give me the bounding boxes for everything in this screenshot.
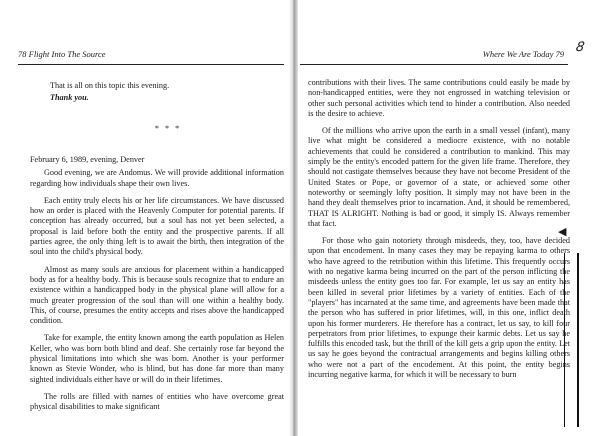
left-header-rule — [18, 64, 284, 65]
paragraph-4: Take for example, the entity known among the earth population as Helen Keller, who was born both blind and deaf. She certainly rose far beyond the physical limitations into which she was born. Another is your performer known as Stevie Wonder, who is blind, but has done far more than many sighted individuals either have or will do in their lifetimes. — [30, 333, 284, 384]
section-separator: * * * — [154, 124, 182, 133]
paragraph-3: Almost as many souls are anxious for placement within a handicapped body as for a healthy body. This is because souls recognize that to endure an existence within a handicapped body in the physical plane will allow for a much greater progression of the soul than will one within a healthy body. This, of course, presumes the entity accepts and rises above the handicapped condition. — [30, 264, 284, 326]
left-body — [30, 155, 284, 413]
left-page-header: 78 Flight Into The Source — [18, 49, 106, 59]
right-paragraph-3: For those who gain notoriety through misdeeds, they, too, have decided upon that encodement. In many cases they may be repaying karma to others who have agreed to the retribution within this lifetime. This frequently occurs with no negative karma being incurred on the part of the person inflicting the misdeeds unless the entity goes too far. For example, let us say an entity has been killed in several prior lifetimes by a variety of entities. Each of the "players" has incarnated at the same time, and agreements have been made that the person who has suffered in prior lifetimes, will, in this one, inflict death upon his former murderers. He therefore has a contract, let us say, to kill four perpetrators from prior lifetimes, to expunge their karmic debts. Let us say he fulfills this encoded task, but the thrill of the kill gets a grip upon the entity. Let us say he goes beyond the contractual arrangements and begins killing others who were not a part of the encodement. At this point, the entity begins incurring negative karma, for which it will be necessary to burn — [308, 236, 570, 380]
intro-line: That is all on this topic this evening. — [50, 81, 170, 90]
handwritten-margin-bracket — [564, 253, 579, 427]
right-paragraph-2: Of the millions who arrive upon the earth in a small vessel (infant), many live what might be considered a mediocre existence, with no notable achievements that could be considered a contribution to mankind. This may simply be the entity's encoded pattern for the given life frame. Therefore, they should not castigate themselves because they have not become President of the United States or Pope, or governor of a state, or achieved some other noteworthy or seemingly lofty position. It simply may not have been in the hand they dealt themselves prior to incarnation. And, it should be remembered, THAT IS ALRIGHT. Nothing is bad or good, it simply IS. Always remember that fact. — [308, 126, 570, 228]
right-body — [308, 78, 570, 380]
right-page-header: Where We Are Today 79 — [482, 49, 564, 59]
thanks-line: Thank you. — [50, 93, 89, 103]
left-intro — [50, 81, 286, 104]
left-page — [0, 0, 292, 436]
date-line: February 6, 1989, evening, Denver — [30, 155, 145, 164]
paragraph-1: Good evening, we are Andomus. We will provide additional information regarding how individuals shape their own lives. — [30, 168, 284, 188]
right-paragraph-1: contributions with their lives. The same contributions could easily be made by non-handicapped entities, were they not engrossed in watching television or other such personal activities which tend to hinder a contribution. Also needed is the desire to achieve. — [308, 78, 570, 118]
paragraph-5: The rolls are filled with names of entities who have overcome great physical disabilities to make significant — [30, 391, 284, 412]
paragraph-2: Each entity truly elects his or her life circumstances. We have discussed how an order is placed with the Heavenly Computer for potential parents. If conception has already occurred, but a soul has not yet been selected, a proposal is laid before both the entity and the prospective parents. If all parties agree, the only thing left is to await the birth, then integration of the soul into the child's physical body. — [30, 195, 284, 257]
handwritten-page-number: 8 — [574, 40, 586, 55]
right-header-rule — [300, 64, 568, 65]
handwritten-arrow-icon: ◀ — [558, 225, 567, 238]
right-page — [296, 0, 600, 436]
